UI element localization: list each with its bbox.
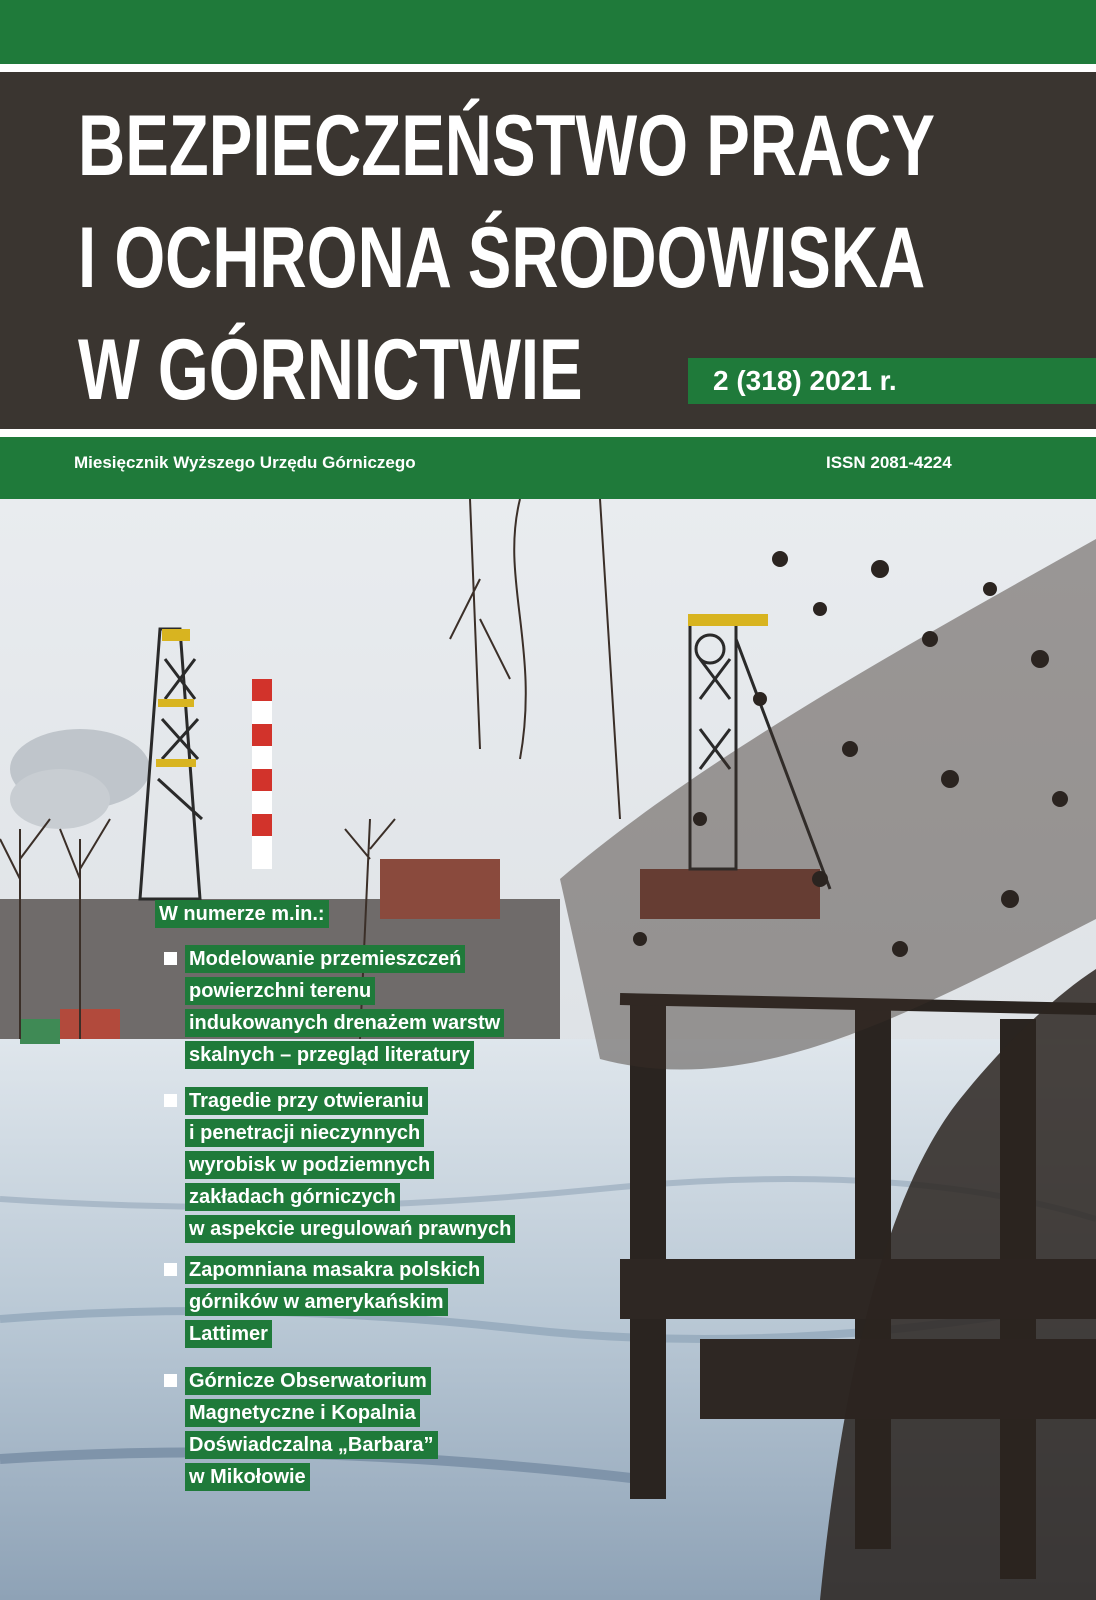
- toc-line: górników w amerykańskim: [185, 1288, 448, 1316]
- toc-line: Magnetyczne i Kopalnia: [185, 1399, 420, 1427]
- toc-line: skalnych – przegląd literatury: [185, 1041, 474, 1069]
- issn: ISSN 2081-4224: [826, 453, 952, 472]
- title-line-3: W GÓRNICTWIE: [78, 322, 583, 418]
- toc-line: indukowanych drenażem warstw: [185, 1009, 504, 1037]
- bullet-icon: [164, 952, 177, 965]
- toc-line: w aspekcie uregulowań prawnych: [185, 1215, 515, 1243]
- title-line-2: I OCHRONA ŚRODOWISKA: [78, 210, 926, 306]
- bullet-icon: [164, 1263, 177, 1276]
- toc-heading: W numerze m.in.:: [155, 900, 329, 928]
- issue-number: 2 (318) 2021 r.: [688, 358, 1096, 404]
- toc-line: powierzchni terenu: [185, 977, 375, 1005]
- title-line-1: BEZPIECZEŃSTWO PRACY: [78, 98, 935, 194]
- toc-line: Lattimer: [185, 1320, 272, 1348]
- bullet-icon: [164, 1094, 177, 1107]
- toc-line: Zapomniana masakra polskich: [185, 1256, 484, 1284]
- toc-line: wyrobisk w podziemnych: [185, 1151, 434, 1179]
- toc-line: Modelowanie przemieszczeń: [185, 945, 465, 973]
- toc-line: w Mikołowie: [185, 1463, 310, 1491]
- bullet-icon: [164, 1374, 177, 1387]
- top-green-stripe: [0, 0, 1096, 64]
- toc-line: zakładach górniczych: [185, 1183, 400, 1211]
- toc-line: Górnicze Obserwatorium: [185, 1367, 431, 1395]
- toc-line: Doświadczalna „Barbara”: [185, 1431, 438, 1459]
- toc-line: i penetracji nieczynnych: [185, 1119, 424, 1147]
- cover-photo: [0, 499, 1096, 1600]
- journal-subtitle: Miesięcznik Wyższego Urzędu Górniczego: [74, 453, 416, 472]
- toc-line: Tragedie przy otwieraniu: [185, 1087, 428, 1115]
